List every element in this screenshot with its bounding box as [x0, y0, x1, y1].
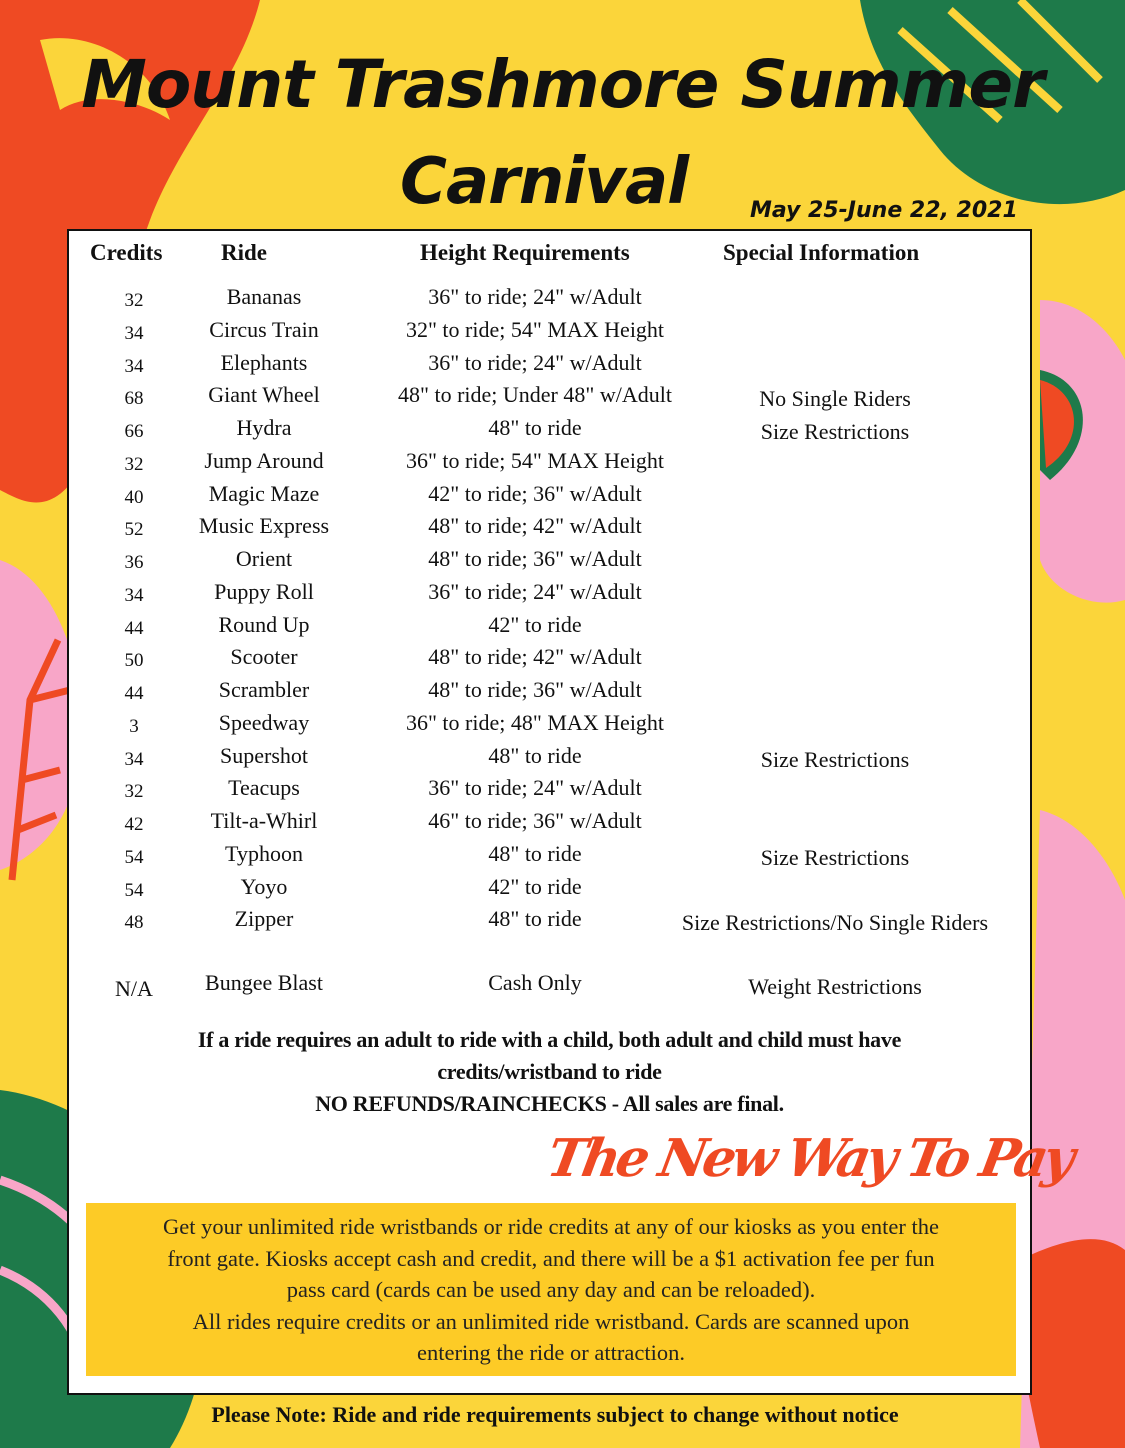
- row-height: 42" to ride; 36" w/Adult: [428, 480, 642, 506]
- table-row: [67, 350, 1032, 383]
- row-credits: 34: [124, 322, 144, 344]
- row-credits: 3: [129, 715, 139, 737]
- row-ride: Giant Wheel: [208, 382, 320, 408]
- info-line: pass card (cards can be used any day and can be reloaded).: [286, 1277, 816, 1302]
- note-adult-child: If a ride requires an adult to ride with a child, both adult and child must have: [197, 1027, 902, 1052]
- row-ride: Teacups: [228, 775, 300, 801]
- row-ride: Round Up: [218, 611, 310, 637]
- row-height: 48" to ride; 36" w/Adult: [428, 546, 642, 571]
- table-row: [67, 317, 1032, 350]
- row-credits: 54: [124, 879, 144, 901]
- row-credits: 54: [124, 846, 144, 868]
- row-credits: 34: [124, 584, 144, 606]
- table-row: [67, 644, 1032, 677]
- row-height: Cash Only: [488, 970, 582, 995]
- header-ride: Ride: [221, 240, 267, 265]
- row-height: 32" to ride; 54" MAX Height: [405, 316, 665, 342]
- row-ride: Typhoon: [225, 840, 303, 866]
- row-height: 48" to ride: [488, 906, 582, 932]
- table-row: [67, 382, 1032, 415]
- row-ride: Bungee Blast: [205, 970, 323, 995]
- table-row: [67, 808, 1032, 841]
- table-row: [67, 513, 1032, 546]
- row-height: 48" to ride; 36" w/Adult: [428, 677, 642, 702]
- row-credits: 42: [124, 814, 144, 835]
- row-ride: Hydra: [236, 415, 292, 440]
- info-line: front gate. Kiosks accept cash and credit, and there will be a $1 activation fee per fun: [167, 1245, 935, 1271]
- info-line: Get your unlimited ride wristbands or ride credits at any of our kiosks as you enter the: [162, 1214, 940, 1239]
- row-height: 42" to ride: [488, 873, 582, 899]
- table-row: [67, 448, 1032, 481]
- row-height: 36" to ride; 24" w/Adult: [428, 775, 642, 801]
- table-row: [67, 841, 1032, 874]
- row-ride: Tilt-a-Whirl: [210, 808, 318, 833]
- row-credits: N/A: [115, 976, 153, 1001]
- row-height: 42" to ride: [488, 611, 582, 637]
- row-ride: Scooter: [230, 644, 298, 670]
- row-ride: Scrambler: [218, 677, 310, 702]
- note-credits-wristband: credits/wristband to ride: [437, 1059, 662, 1084]
- row-credits: 36: [124, 552, 144, 573]
- row-height: 46" to ride; 36" w/Adult: [428, 808, 642, 833]
- row-credits: 48: [124, 912, 144, 934]
- row-info: Size Restrictions: [760, 844, 910, 870]
- row-ride: Orient: [235, 546, 293, 571]
- row-info: No Single Riders: [759, 386, 911, 412]
- table-row: [67, 481, 1032, 514]
- row-height: 48" to ride; Under 48" w/Adult: [398, 382, 672, 408]
- row-height: 48" to ride: [488, 415, 582, 440]
- row-info: Size Restrictions: [760, 746, 910, 772]
- row-credits: 44: [124, 617, 144, 639]
- row-info: Size Restrictions: [760, 419, 910, 444]
- row-height: 36" to ride; 24" w/Adult: [428, 349, 642, 375]
- slogan: The New Way To Pay: [542, 1128, 1076, 1189]
- row-credits: 34: [124, 748, 144, 770]
- row-height: 48" to ride; 42" w/Adult: [428, 644, 642, 670]
- header-height: Height Requirements: [420, 240, 630, 265]
- row-ride: Music Express: [198, 513, 330, 539]
- table-row: [67, 284, 1032, 317]
- row-info: Size Restrictions/No Single Riders: [681, 910, 989, 936]
- date-range: May 25-June 22, 2021: [750, 198, 1018, 223]
- row-info: Weight Restrictions: [748, 974, 922, 999]
- row-ride: Bananas: [226, 284, 302, 309]
- table-row: [67, 677, 1032, 710]
- info-box: [86, 1203, 1016, 1376]
- row-ride: Jump Around: [204, 447, 324, 473]
- header-info: Special Information: [723, 240, 920, 265]
- row-height: 48" to ride: [488, 840, 582, 866]
- table-row: [67, 415, 1032, 448]
- row-credits: 40: [124, 486, 144, 508]
- row-height: 48" to ride: [488, 742, 582, 768]
- row-ride: Zipper: [234, 906, 294, 932]
- row-height: 36" to ride; 48" MAX Height: [405, 709, 665, 735]
- table-row: [67, 546, 1032, 579]
- row-ride: Circus Train: [209, 316, 319, 342]
- table-row: [67, 710, 1032, 743]
- page-title: Mount Trashmore Summer: [81, 46, 1044, 123]
- footer-note: Please Note: Ride and ride requirements subject to change without notice: [211, 1402, 899, 1427]
- table-row: [67, 874, 1032, 907]
- row-ride: Elephants: [220, 349, 308, 375]
- row-height: 36" to ride; 24" w/Adult: [428, 284, 642, 309]
- row-ride: Yoyo: [240, 873, 288, 899]
- table-row: [67, 906, 1032, 939]
- table-row: [67, 579, 1032, 612]
- row-credits: 50: [124, 650, 144, 672]
- row-ride: Puppy Roll: [214, 578, 314, 604]
- row-ride: Magic Maze: [208, 480, 320, 506]
- row-credits: 32: [124, 290, 144, 311]
- note-no-refunds: NO REFUNDS/RAINCHECKS - All sales are final.: [315, 1091, 784, 1116]
- table-row: [67, 775, 1032, 808]
- info-line: entering the ride or attraction.: [416, 1340, 685, 1365]
- row-credits: 34: [124, 355, 144, 377]
- row-credits: 52: [124, 519, 144, 541]
- info-line: All rides require credits or an unlimited ride wristband. Cards are scanned upon: [192, 1308, 910, 1334]
- header-credits: Credits: [90, 240, 163, 265]
- table-row: [67, 743, 1032, 776]
- row-height: 36" to ride; 24" w/Adult: [428, 578, 642, 604]
- table-row-bungee: [67, 970, 1032, 1003]
- row-height: 36" to ride; 54" MAX Height: [405, 447, 665, 473]
- row-height: 48" to ride; 42" w/Adult: [428, 513, 642, 539]
- row-credits: 44: [124, 683, 144, 704]
- page-title-line2: Carnival: [400, 145, 689, 219]
- row-credits: 32: [124, 781, 144, 803]
- row-credits: 32: [124, 453, 144, 475]
- row-credits: 66: [124, 421, 144, 442]
- row-ride: Speedway: [218, 709, 310, 735]
- row-credits: 68: [124, 388, 144, 410]
- row-ride: Supershot: [220, 742, 308, 768]
- table-row: [67, 612, 1032, 645]
